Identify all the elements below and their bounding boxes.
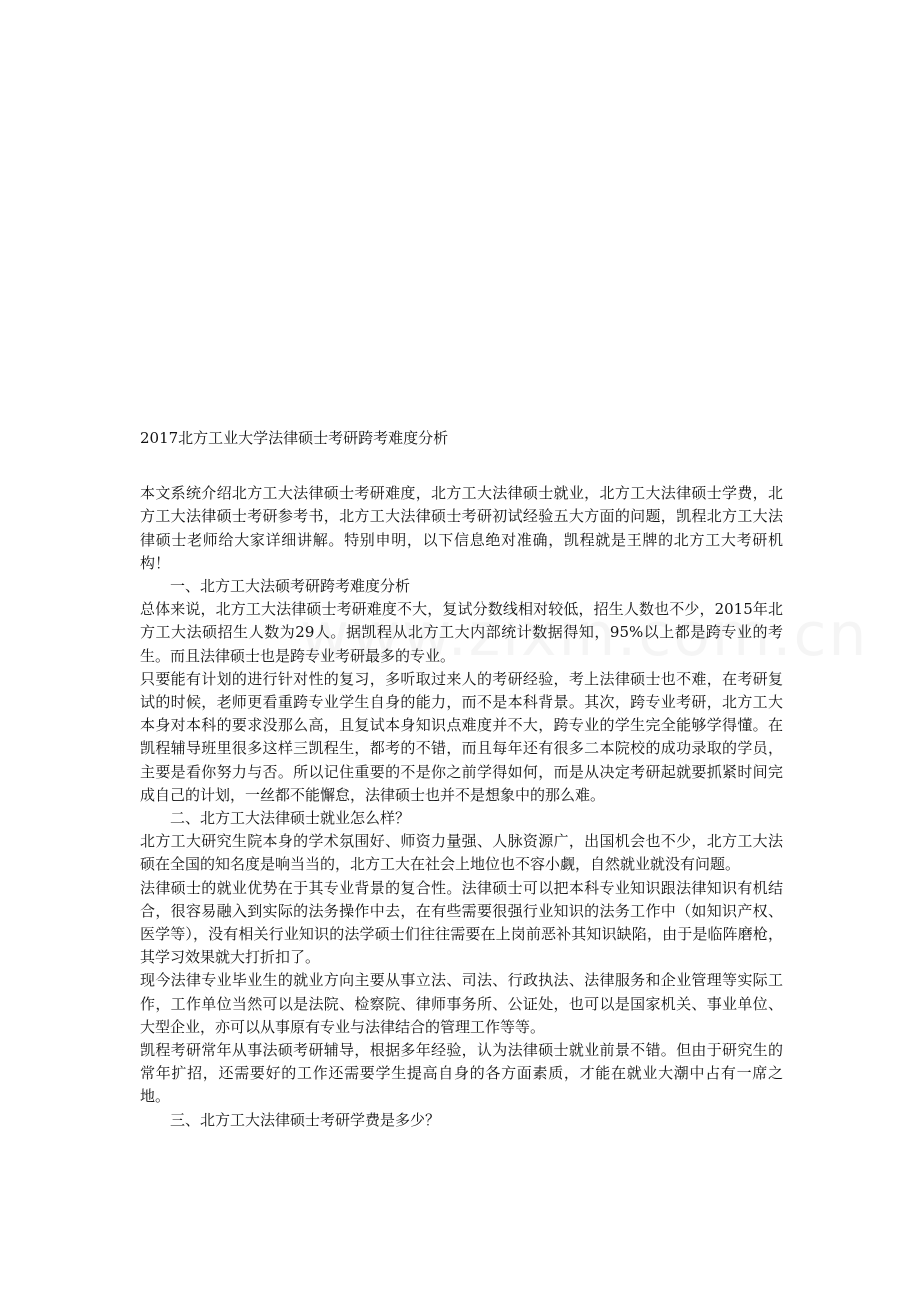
section-1-paragraph-1: 总体来说，北方工大法律硕士考研难度不大，复试分数线相对较低，招生人数也不少，2015年北方工大法硕招生人数为29人。据凯程从北方工大内部统计数据得知，95%以上都是跨专业的考生。而且法律硕士也是跨专业考研最多的专业。	[140, 600, 783, 665]
section-heading-3: 三、北方工大法律硕士考研学费是多少？	[170, 1110, 441, 1129]
section-1-paragraph-2: 只要能有计划的进行针对性的复习，多听取过来人的考研经验，考上法律硕士也不难，在考研复试的时候，老师更看重跨专业学生自身的能力，而不是本科背景。其次，跨专业考研，北方工大本身对本科的要求没那么高，且复试本身知识点难度并不大，跨专业的学生完全能够学得懂。在凯程辅导班里很多这样三凯程生，都考的不错，而且每年还有很多二本院校的成功录取的学员，主要是看你努力与否。所以记住重要的不是你之前学得如何，而是从决定考研起就要抓紧时间完成自己的计划，一丝都不能懈怠，法律硕士也并不是想象中的那么难。	[140, 669, 783, 804]
document-body	[140, 427, 783, 1132]
section-heading-1: 一、北方工大法硕考研跨考难度分析	[170, 577, 411, 596]
section-heading-2: 二、北方工大法律硕士就业怎么样？	[170, 809, 411, 828]
section-2-paragraph-4: 凯程考研常年从事法硕考研辅导，根据多年经验，认为法律硕士就业前景不错。但由于研究生的常年扩招，还需要好的工作还需要学生提高自身的各方面素质，才能在就业大潮中占有一席之地。	[140, 1041, 783, 1106]
intro-paragraph: 本文系统介绍北方工大法律硕士考研难度，北方工大法律硕士就业，北方工大法律硕士学费，北方工大法律硕士考研参考书，北方工大法律硕士考研初试经验五大方面的问题，凯程北方工大法律硕士老师给大家详细讲解。特别申明，以下信息绝对准确，凯程就是王牌的北方工大考研机构！	[140, 484, 783, 572]
section-2-paragraph-2: 法律硕士的就业优势在于其专业背景的复合性。法律硕士可以把本科专业知识跟法律知识有机结合，很容易融入到实际的法务操作中去，在有些需要很强行业知识的法务工作中（如知识产权、医学等），没有相关行业知识的法学硕士们往往需要在上岗前恶补其知识缺陷，由于是临阵磨枪，其学习效果就大打折扣了。	[140, 878, 783, 967]
document-title: 2017北方工业大学法律硕士考研跨考难度分析	[140, 429, 449, 447]
section-2-paragraph-3: 现今法律专业毕业生的就业方向主要从事立法、司法、行政执法、法律服务和企业管理等实际工作，工作单位当然可以是法院、检察院、律师事务所、公证处，也可以是国家机关、事业单位、大型企业，亦可以从事原有专业与法律结合的管理工作等等。	[140, 971, 783, 1036]
section-2-paragraph-1: 北方工大研究生院本身的学术氛围好、师资力量强、人脉资源广，出国机会也不少，北方工大法硕在全国的知名度是响当当的，北方工大在社会上地位也不容小觑，自然就业就没有问题。	[140, 832, 783, 874]
